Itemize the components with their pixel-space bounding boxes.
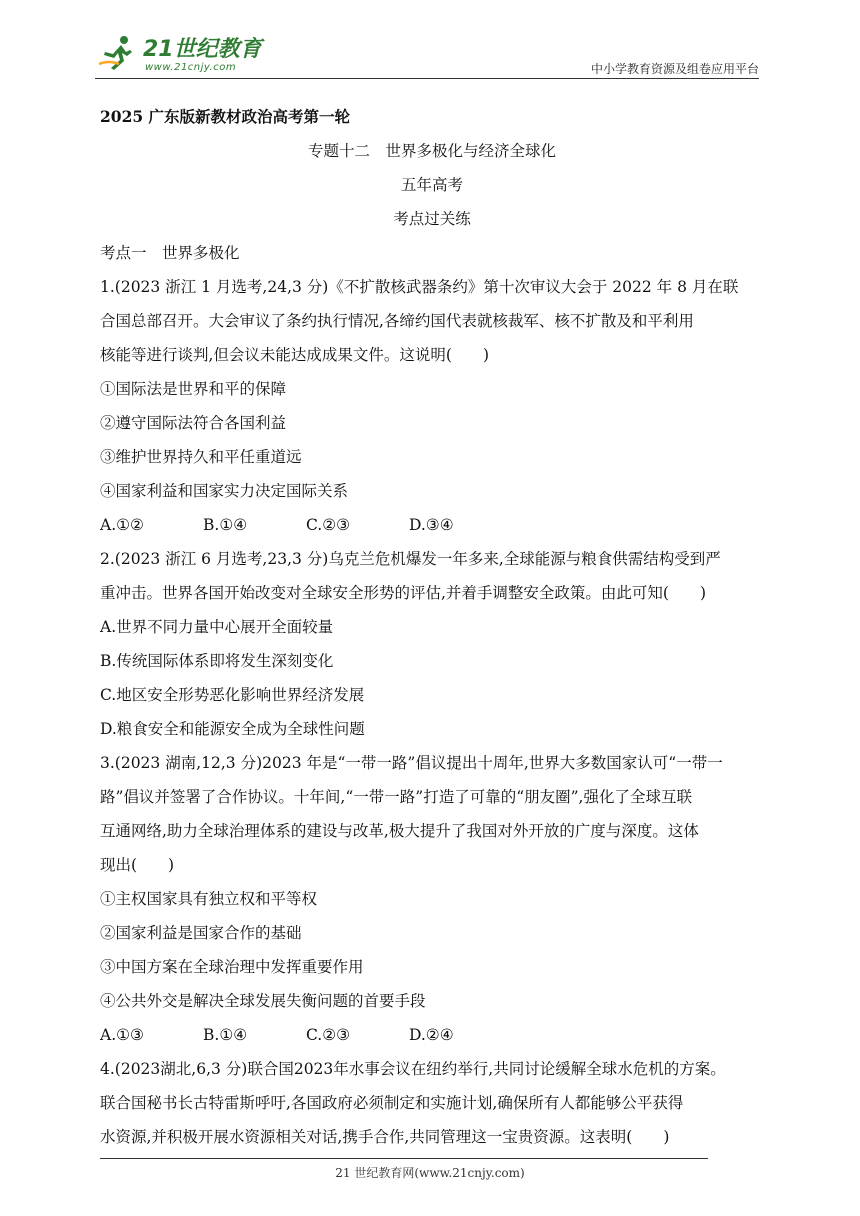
logo-url: www.21cnjy.com <box>145 62 237 73</box>
statement-item: ④国家利益和国家实力决定国际关系 <box>100 482 349 500</box>
question-line: 合国总部召开。大会审议了条约执行情况,各缔约国代表就核裁军、核不扩散及和平利用 <box>100 312 694 330</box>
option-a: A.①③ <box>100 1026 144 1044</box>
option-c: C.②③ <box>306 516 351 534</box>
choice-item: B.传统国际体系即将发生深刻变化 <box>100 652 334 670</box>
point-heading: 考点一 世界多极化 <box>100 244 240 262</box>
answer-options <box>100 1018 764 1052</box>
question-line: 联合国秘书长古特雷斯呼吁,各国政府必须制定和实施计划,确保所有人都能够公平获得 <box>100 1094 684 1112</box>
option-b: B.①④ <box>203 1026 248 1044</box>
question-line: 3.(2023 湖南,12,3 分)2023 年是“一带一路”倡议提出十周年,世界大多数国家认可“一带一 <box>100 754 723 772</box>
question-line: 水资源,并积极开展水资源相关对话,携手合作,共同管理这一宝贵资源。这表明( ) <box>100 1128 670 1146</box>
topic-title: 专题十二 世界多极化与经济全球化 <box>307 142 556 160</box>
answer-options <box>100 508 764 542</box>
option-d: D.③④ <box>409 516 454 534</box>
footer-divider <box>100 1158 708 1159</box>
site-logo[interactable] <box>95 30 265 78</box>
statement-item: ①主权国家具有独立权和平等权 <box>100 890 318 908</box>
statement-item: ④公共外交是解决全球发展失衡问题的首要手段 <box>100 992 426 1010</box>
statement-item: ①国际法是世界和平的保障 <box>100 380 287 398</box>
question-line: 核能等进行谈判,但会议未能达成成果文件。这说明( ) <box>100 346 490 364</box>
platform-tagline: 中小学教育资源及组卷应用平台 <box>590 62 759 76</box>
question-line: 路”倡议并签署了合作协议。十年间,“一带一路”打造了可靠的“朋友圈”,强化了全球互联 <box>100 788 692 806</box>
option-c: C.②③ <box>306 1026 351 1044</box>
option-a: A.①② <box>100 516 144 534</box>
logo-title: 21世纪教育 <box>143 37 262 62</box>
question-line: 2.(2023 浙江 6 月选考,23,3 分)乌克兰危机爆发一年多来,全球能源与粮食供需结构受到严 <box>100 550 721 568</box>
page-footer[interactable]: 21 世纪教育网(www.21cnjy.com) <box>335 1166 525 1180</box>
question-line: 4.(2023湖北,6,3 分)联合国2023年水事会议在纽约举行,共同讨论缓解全球水危机的方案。 <box>100 1060 726 1078</box>
question-2 <box>100 542 764 746</box>
statement-item: ②国家利益是国家合作的基础 <box>100 924 302 942</box>
option-d: D.②④ <box>409 1026 454 1044</box>
option-b: B.①④ <box>203 516 248 534</box>
question-3 <box>100 746 764 1052</box>
choice-item: A.世界不同力量中心展开全面较量 <box>100 618 334 636</box>
choice-item: D.粮食安全和能源安全成为全球性问题 <box>100 720 365 738</box>
section-title: 五年高考 <box>400 176 463 194</box>
question-line: 重冲击。世界各国开始改变对全球安全形势的评估,并着手调整安全政策。由此可知( ) <box>100 584 707 602</box>
statement-item: ③中国方案在全球治理中发挥重要作用 <box>100 958 364 976</box>
document-body <box>100 100 764 1154</box>
statement-item: ③维护世界持久和平任重道远 <box>100 448 302 466</box>
question-line: 互通网络,助力全球治理体系的建设与改革,极大提升了我国对外开放的广度与深度。这体 <box>100 822 699 840</box>
choice-item: C.地区安全形势恶化影响世界经济发展 <box>100 686 365 704</box>
header-divider <box>95 78 759 79</box>
series-title: 2025 广东版新教材政治高考第一轮 <box>100 107 351 126</box>
subsection-title: 考点过关练 <box>393 210 471 228</box>
question-4 <box>100 1052 764 1154</box>
page-header <box>95 28 759 80</box>
question-line: 现出( ) <box>100 856 175 874</box>
statement-item: ②遵守国际法符合各国利益 <box>100 414 287 432</box>
question-line: 1.(2023 浙江 1 月选考,24,3 分)《不扩散核武器条约》第十次审议大会于 2022 年 8 月在联 <box>100 278 739 296</box>
question-1 <box>100 270 764 542</box>
runner-logo-icon <box>97 34 139 72</box>
